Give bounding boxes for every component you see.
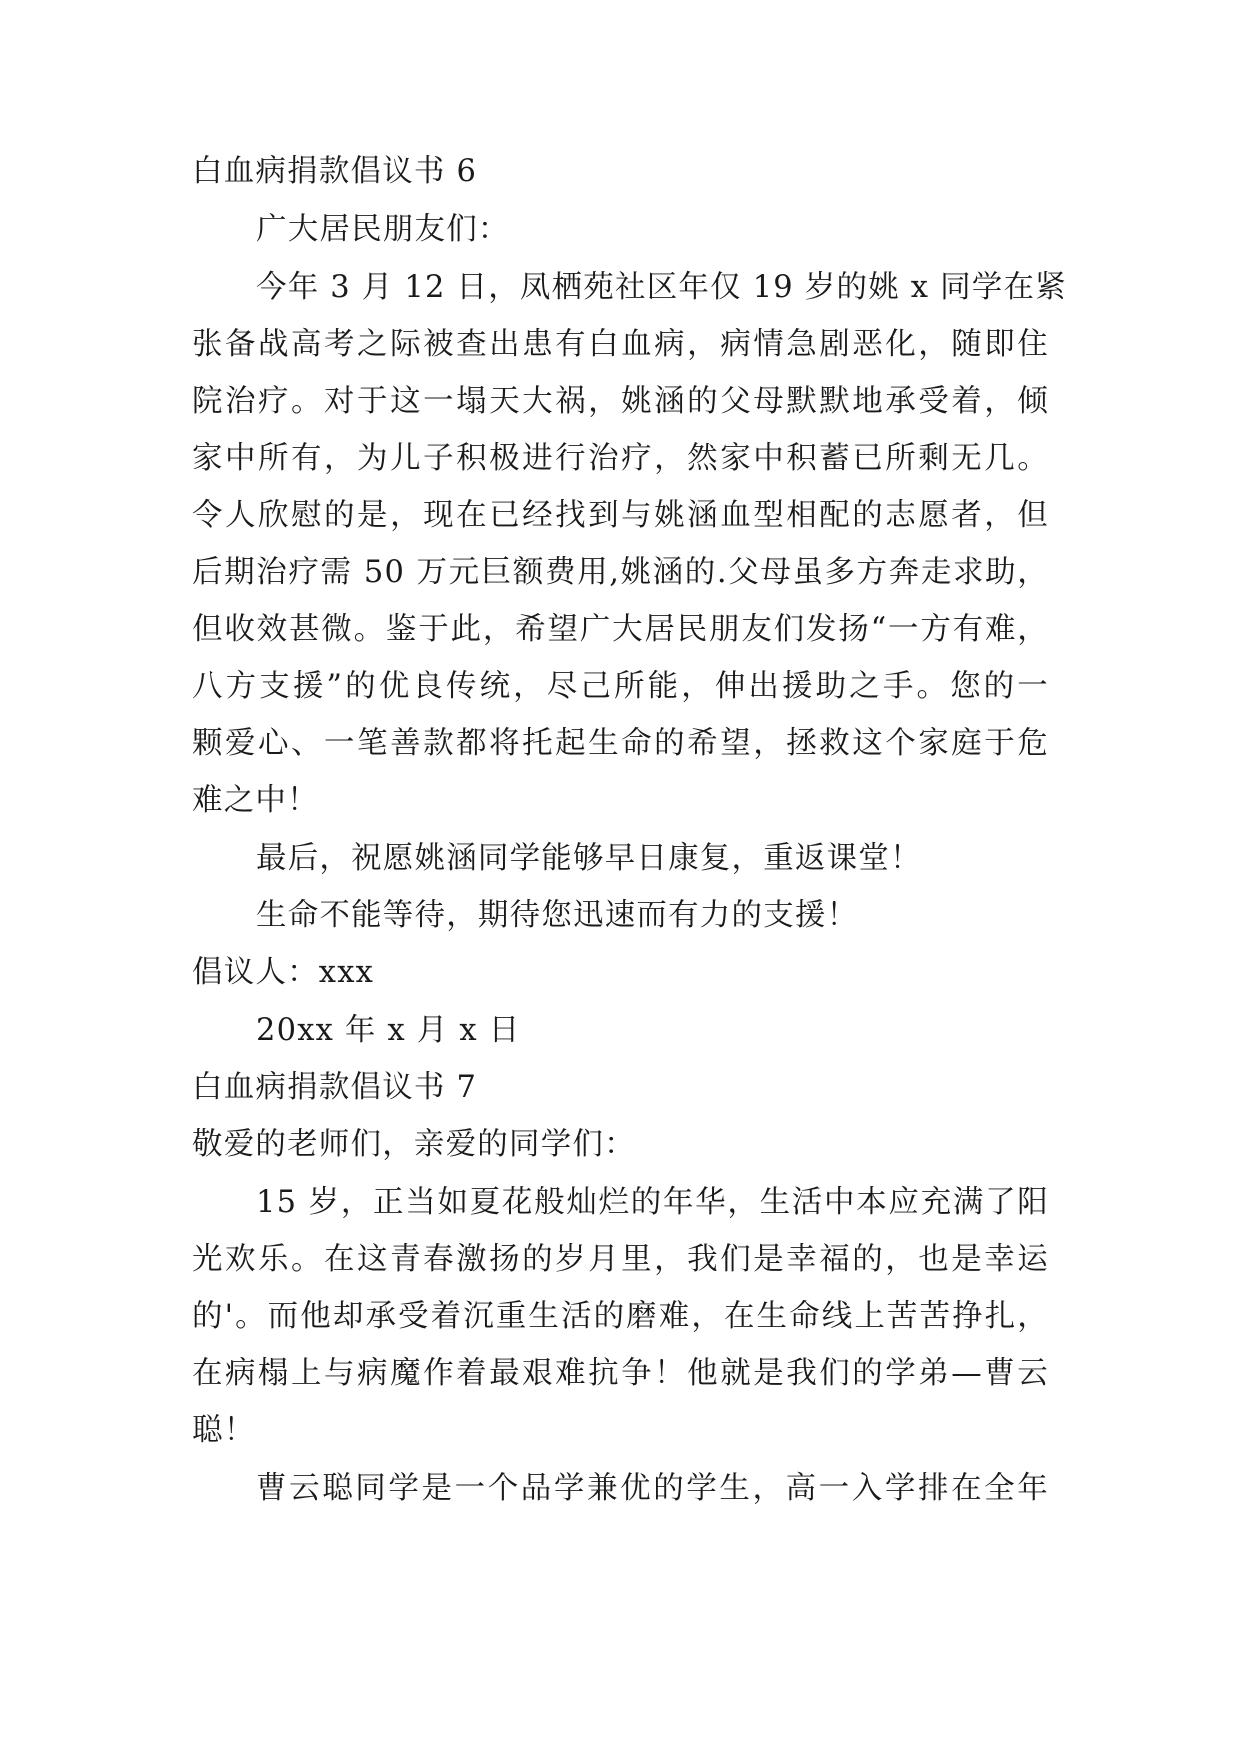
paragraph-line: 今年 3 月 12 日，凤栖苑社区年仅 19 岁的姚 x 同学在紧 — [256, 270, 1067, 305]
closing-wish: 最后，祝愿姚涵同学能够早日康复，重返课堂！ — [256, 841, 922, 876]
salutation: 敬爱的老师们，亲爱的同学们： — [192, 1127, 636, 1162]
paragraph-line: 院治疗。对于这一塌天大祸，姚涵的父母默默地承受着，倾 — [192, 384, 1049, 419]
paragraph-line: 曹云聪同学是一个品学兼优的学生，高一入学排在全年 — [256, 1471, 1049, 1506]
initiator-signature: 倡议人：xxx — [192, 955, 375, 990]
paragraph-line: 家中所有，为儿子积极进行治疗，然家中积蓄已所剩无几。 — [192, 441, 1049, 476]
paragraph-line: 光欢乐。在这青春激扬的岁月里，我们是幸福的，也是幸运 — [192, 1242, 1049, 1277]
closing-appeal: 生命不能等待，期待您迅速而有力的支援！ — [256, 898, 859, 933]
paragraph-line: 的'。而他却承受着沉重生活的磨难，在生命线上苦苦挣扎， — [192, 1299, 1049, 1334]
paragraph-line: 在病榻上与病魔作着最艰难抗争！他就是我们的学弟—曹云 — [192, 1356, 1049, 1391]
section-title-7: 白血病捐款倡议书 7 — [192, 1070, 478, 1105]
paragraph-line: 聪！ — [192, 1413, 256, 1448]
paragraph-line: 八方支援”的优良传统，尽己所能，伸出援助之手。您的一 — [192, 669, 1049, 704]
paragraph-line: 但收效甚微。鉴于此，希望广大居民朋友们发扬“一方有难， — [192, 612, 1049, 647]
paragraph-line: 后期治疗需 50 万元巨额费用,姚涵的.父母虽多方奔走求助， — [192, 555, 1049, 590]
salutation: 广大居民朋友们： — [256, 212, 510, 247]
section-title-6: 白血病捐款倡议书 6 — [192, 154, 478, 189]
paragraph-line: 令人欣慰的是，现在已经找到与姚涵血型相配的志愿者，但 — [192, 498, 1049, 533]
signature-date: 20xx 年 x 月 x 日 — [256, 1013, 521, 1048]
paragraph-line: 难之中！ — [192, 783, 319, 818]
paragraph-line: 颗爱心、一笔善款都将托起生命的希望，拯救这个家庭于危 — [192, 726, 1049, 761]
paragraph-line: 张备战高考之际被查出患有白血病，病情急剧恶化，随即住 — [192, 327, 1049, 362]
paragraph-line: 15 岁，正当如夏花般灿烂的年华，生活中本应充满了阳 — [256, 1185, 1049, 1220]
